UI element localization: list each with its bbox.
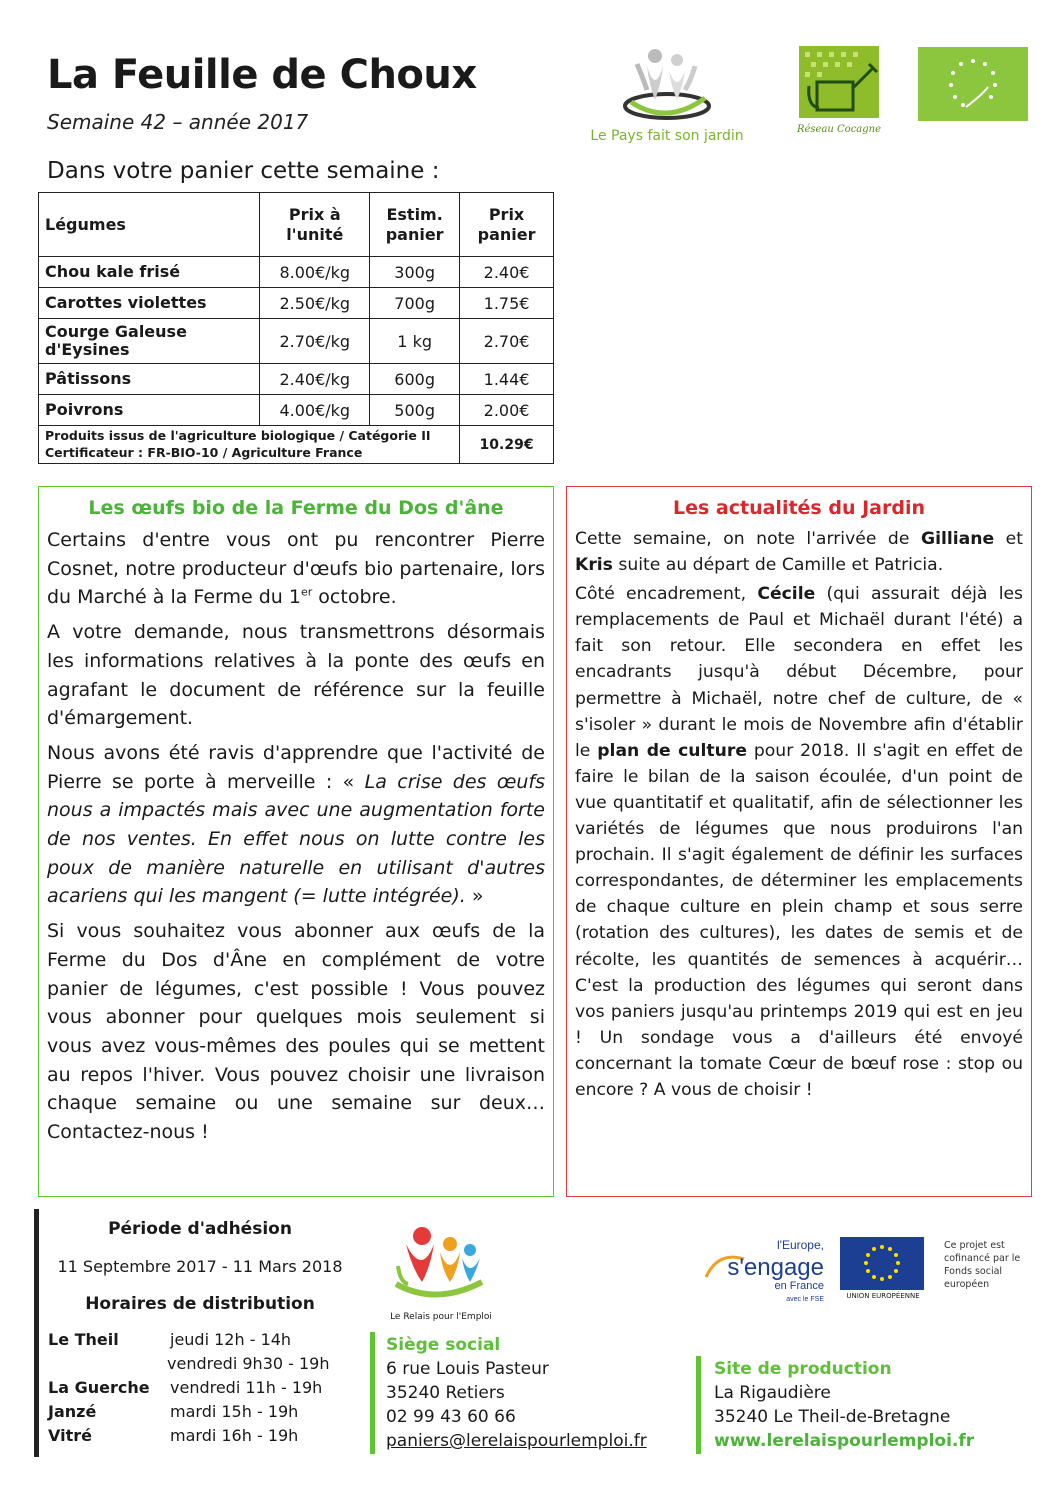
table-row <box>39 319 554 364</box>
veg-name: Carottes violettes <box>39 288 260 319</box>
production-site-place: La Rigaudière <box>714 1383 831 1403</box>
news-name-kris: Kris <box>575 555 613 576</box>
production-site-title: Site de production <box>714 1359 892 1379</box>
basket-table <box>38 192 554 464</box>
news-p1-end: suite au départ de Camille et Patricia. <box>612 555 944 576</box>
veg-price: 2.70€ <box>460 319 554 364</box>
schedule-row <box>48 1376 368 1400</box>
news-p2-text: Côté encadrement, <box>575 584 758 605</box>
eggs-p1-sup: er <box>300 586 313 600</box>
veg-name: Poivrons <box>39 395 260 426</box>
col-header-basket-price: Prix panier <box>460 193 554 257</box>
veg-unit-price: 2.70€/kg <box>260 319 370 364</box>
schedule-row <box>48 1328 368 1352</box>
relais-caption: Le Relais pour l'Emploi <box>390 1312 492 1322</box>
eu-flag-icon <box>840 1237 924 1290</box>
eggs-p3-quote: La crise des œufs nous a impactés mais avec une augmentation forte de nos ventes. En effet nous on lutte contre les poux de manière naturelle en utilisant d'autres acariens qui les mangent (= lutte intégrée). <box>47 770 546 908</box>
eggs-paragraph-1 <box>47 526 545 612</box>
schedule-row <box>48 1352 368 1376</box>
european-union-flag-logo <box>840 1237 926 1305</box>
news-name-gilliane: Gilliane <box>920 529 995 549</box>
table-row <box>39 364 554 395</box>
europe-line-3: en France <box>774 1280 824 1292</box>
membership-period-dates: 11 Septembre 2017 - 11 Mars 2018 <box>57 1257 343 1276</box>
veg-price: 1.44€ <box>460 364 554 395</box>
veg-price: 2.00€ <box>460 395 554 426</box>
website-link[interactable]: www.lerelaispourlemploi.fr <box>714 1431 975 1451</box>
site-divider-bar <box>696 1356 701 1454</box>
table-row <box>39 395 554 426</box>
eggs-article-title: Les œufs bio de la Ferme du Dos d'âne <box>88 497 504 519</box>
schedule-city: La Guerche <box>48 1378 150 1397</box>
schedule-time: mardi 16h - 19h <box>170 1426 299 1445</box>
eggs-article <box>38 486 554 1197</box>
head-office-city: 35240 Retiers <box>386 1383 505 1403</box>
veg-unit-price: 2.40€/kg <box>260 364 370 395</box>
schedule-time: vendredi 9h30 - 19h <box>167 1354 330 1373</box>
basket-total: 10.29€ <box>460 426 554 464</box>
eggs-p3-end: » <box>465 885 484 908</box>
siege-divider-bar <box>370 1332 375 1454</box>
schedule-city: Janzé <box>48 1402 97 1421</box>
schedule-row <box>48 1400 368 1424</box>
eggs-p1-text: Certains d'entre vous ont pu rencontrer Pierre Cosnet, notre producteur d'œufs bio partenaire, lors du Marché à la Ferme du 1 <box>47 529 545 609</box>
news-p2-end: pour 2018. Il s'agit en effet de faire le bilan de la saison écoulée, d'un point de vue quantitatif et qualitatif, afin de sélectionner les variétés de légumes que nous produirons l'an prochain. Il s'agit également de définir les surfaces correspondantes, de déterminer les emplacements de chaque culture en plein champ et sous serre (rotation des cultures), les dates de semis et de récolte, les quantités de semences à acquérir… C'est la production des légumes qui seront dans vos paniers jusqu'au printemps 2019 qui est en jeu ! Un sondage vous a d'ailleurs été envoyé concernant la tomate Cœur de bœuf rose : stop ou encore ? A vous de choisir ! <box>575 740 1023 1100</box>
garden-news-title: Les actualités du Jardin <box>673 497 925 519</box>
head-office-address <box>386 1333 647 1453</box>
news-p2-middle: (qui assurait déjà les remplacements de Paul et Michaël durant l'été) a fait son retour. Elle secondera en effet les encadrants jusqu'à début Décembre, pour permettre à Michaël, notre chef de culture, de « s'isoler » durant le mois de Novembre afin d'établir le <box>575 584 1024 761</box>
eu-flag-caption: UNION EUROPÉENNE <box>846 1292 920 1300</box>
veg-estimate: 300g <box>370 257 460 288</box>
fse-cofinancing-note: Ce projet est cofinancé par le Fonds social européen <box>944 1240 1021 1290</box>
production-site-city: 35240 Le Theil-de-Bretagne <box>714 1407 951 1427</box>
schedule-time: mardi 15h - 19h <box>170 1402 299 1421</box>
veg-estimate: 1 kg <box>370 319 460 364</box>
schedule-time: vendredi 11h - 19h <box>170 1378 323 1397</box>
col-header-unit-price: Prix à l'unité <box>260 193 370 257</box>
veg-price: 2.40€ <box>460 257 554 288</box>
basket-heading: Dans votre panier cette semaine : <box>47 158 440 184</box>
eggs-p1-end: octobre. <box>312 586 397 609</box>
certification-line-1: Produits issus de l'agriculture biologique / Catégorie II <box>45 428 431 444</box>
head-office-phone: 02 99 43 60 66 <box>386 1407 516 1427</box>
pays-jardin-figures-icon <box>617 44 717 124</box>
schedule-time: jeudi 12h - 14h <box>170 1330 292 1349</box>
schedule-city: Vitré <box>48 1426 92 1445</box>
head-office-title: Siège social <box>386 1335 501 1355</box>
pays-jardin-caption: Le Pays fait son jardin <box>590 128 744 144</box>
relais-emploi-logo <box>376 1222 506 1322</box>
veg-name: Chou kale frisé <box>39 257 260 288</box>
news-name-cecile: Cécile <box>757 584 816 605</box>
schedule-city <box>48 1352 170 1376</box>
europe-line-1: l'Europe, <box>777 1238 824 1252</box>
news-plan-de-culture: plan de culture <box>597 740 747 761</box>
schedule-city: Le Theil <box>48 1330 119 1349</box>
col-header-estimate: Estim. panier <box>370 193 460 257</box>
veg-name: Pâtissons <box>39 364 260 395</box>
table-row <box>39 288 554 319</box>
news-p1-text: Cette semaine, on note l'arrivée de <box>575 529 921 549</box>
certification-note <box>39 426 460 464</box>
footer-divider-bar <box>34 1209 39 1457</box>
eggs-paragraph-4: Si vous souhaitez vous abonner aux œufs de la Ferme du Dos d'Âne en complément de votre panier de légumes, c'est possible ! Vous pouvez vous abonner pour quelques mois seulement si vous avez vous-mêmes des poules qui se mettent au repos l'hiver. Vous pouvez choisir une livraison chaque semaine ou une semaine sur deux… Contactez-nous ! <box>47 920 545 1144</box>
col-header-vegetables: Légumes <box>39 193 260 257</box>
veg-estimate: 700g <box>370 288 460 319</box>
newsletter-title: La Feuille de Choux <box>47 52 477 98</box>
reseau-cocagne-logo <box>788 46 890 146</box>
eggs-paragraph-2: A votre demande, nous transmettrons désormais les informations relatives à la ponte des œufs en agrafant le document de référence sur la feuille d'émargement. <box>47 621 545 730</box>
veg-price: 1.75€ <box>460 288 554 319</box>
europe-engage-logo <box>700 1237 828 1309</box>
head-office-email-link[interactable]: paniers@lerelaispourlemploi.fr <box>386 1431 647 1451</box>
certification-line-2: Certificateur : FR-BIO-10 / Agriculture France <box>45 444 363 460</box>
production-site-address <box>714 1357 974 1453</box>
news-p1-and: et <box>994 529 1023 549</box>
head-office-street: 6 rue Louis Pasteur <box>386 1359 549 1379</box>
news-paragraph-1 <box>575 526 1023 578</box>
europe-line-2: s'engage <box>727 1254 824 1281</box>
membership-period-title: Période d'adhésion <box>108 1219 292 1239</box>
garden-news-article <box>566 486 1032 1197</box>
distribution-schedule <box>48 1328 368 1448</box>
veg-unit-price: 8.00€/kg <box>260 257 370 288</box>
veg-unit-price: 4.00€/kg <box>260 395 370 426</box>
issue-subtitle: Semaine 42 – année 2017 <box>47 110 309 134</box>
relais-figures-icon <box>376 1222 506 1306</box>
reseau-cocagne-caption: Réseau Cocagne <box>796 124 882 135</box>
eggs-p3-text: Nous avons été ravis d'apprendre que l'activité de Pierre se porte à merveille : « <box>47 741 545 793</box>
europe-line-4: avec le FSE <box>786 1296 824 1303</box>
watering-can-icon <box>799 46 879 118</box>
table-row <box>39 257 554 288</box>
news-paragraph-2 <box>575 581 1023 1103</box>
pays-jardin-logo <box>582 44 752 148</box>
table-footer-row <box>39 426 554 464</box>
eu-organic-leaf-logo <box>918 47 1028 121</box>
veg-unit-price: 2.50€/kg <box>260 288 370 319</box>
veg-estimate: 600g <box>370 364 460 395</box>
veg-estimate: 500g <box>370 395 460 426</box>
veg-name: Courge Galeuse d'Eysines <box>39 319 260 364</box>
distribution-hours-title: Horaires de distribution <box>85 1294 315 1314</box>
schedule-row <box>48 1424 368 1448</box>
eggs-paragraph-3 <box>47 739 545 911</box>
